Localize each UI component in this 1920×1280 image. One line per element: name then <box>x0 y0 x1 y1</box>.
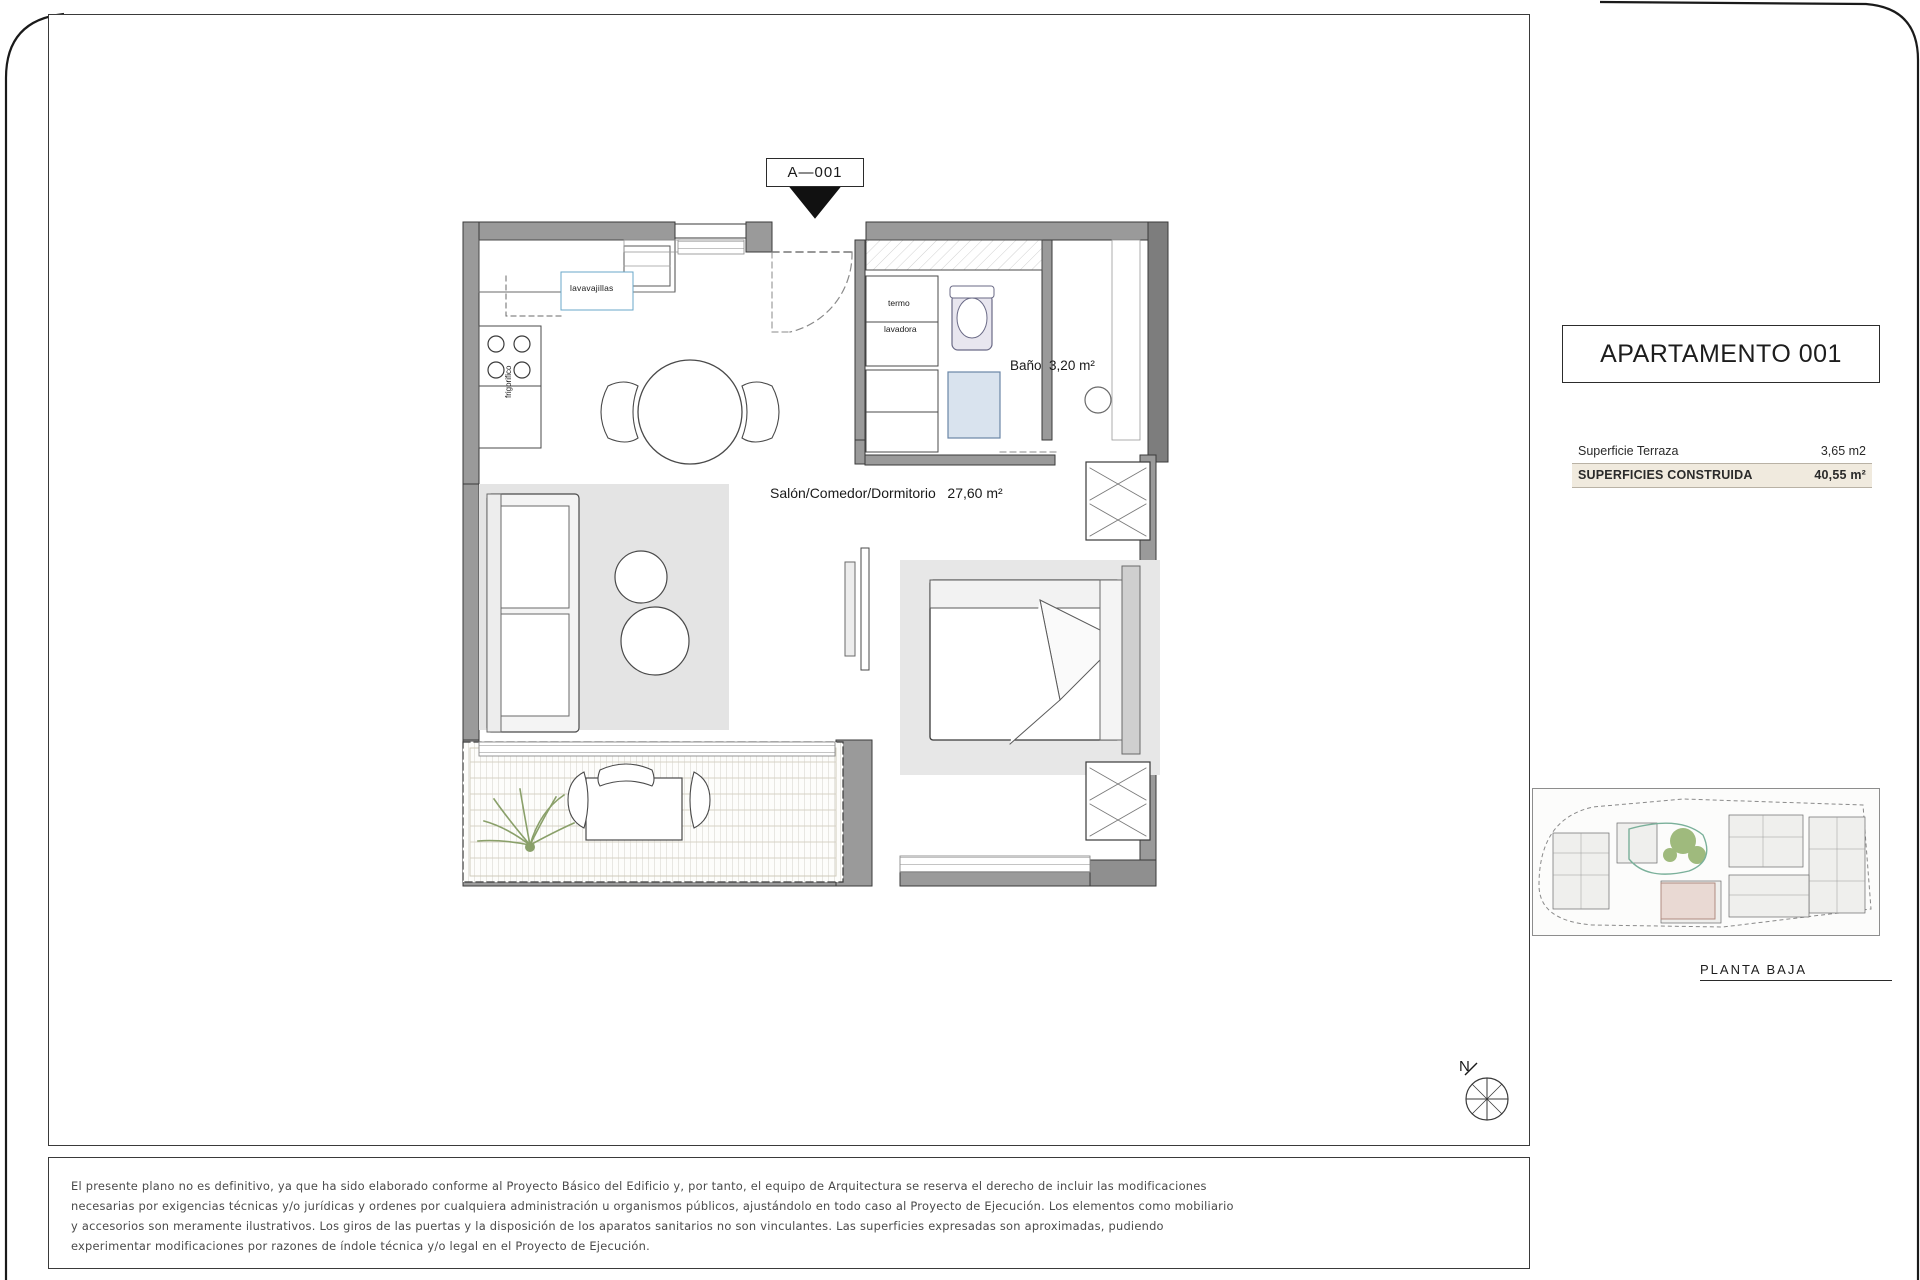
label-dishwasher: lavavajillas <box>570 283 614 293</box>
legal-note-line-3: y accesorios son meramente ilustrativos. Los giros de las puertas y la disposición de los aparatos sanitarios no son vinculantes. Las superficies expresadas son aproximadas, pudiendo <box>71 1219 1164 1233</box>
room-name-bano: Baño <box>1010 358 1042 373</box>
label-water-heater: termo <box>888 298 910 308</box>
room-area-salon: 27,60 m² <box>947 485 1003 501</box>
section-marker-a001 <box>766 158 864 187</box>
legal-note-line-1: El presente plano no es definitivo, ya que ha sido elaborado conforme al Proyecto Básico del Edificio y, por tanto, el equipo de Arquitectura se reserva el derecho de incluir las modificaciones <box>71 1179 1207 1193</box>
page-title: APARTAMENTO 001 <box>1600 339 1842 368</box>
label-fridge: frigorifico <box>504 365 513 398</box>
table-row <box>1572 464 1872 488</box>
keyplan-label: PLANTA BAJA <box>1700 962 1808 977</box>
label-washer: lavadora <box>884 324 917 334</box>
apartment-title-badge <box>1562 325 1880 383</box>
room-area-bano: 3,20 m² <box>1049 358 1095 373</box>
legal-note-box <box>48 1157 1530 1269</box>
surface-label-construida: SUPERFICIES CONSTRUIDA <box>1578 468 1753 482</box>
table-row <box>1572 440 1872 464</box>
surface-table <box>1572 440 1872 488</box>
keyplan-thumbnail <box>1532 788 1880 936</box>
keyplan-underline <box>1700 980 1892 981</box>
room-label-bano <box>1010 358 1095 373</box>
room-label-salon <box>770 485 1003 501</box>
surface-label-terraza: Superficie Terraza <box>1578 444 1679 458</box>
legal-note-line-4: experimentar modificaciones por razones de índole técnica y/o legal en el Proyecto de Ejecución. <box>71 1239 650 1253</box>
svg-text:N: N <box>1459 1058 1470 1075</box>
surface-value-terraza: 3,65 m2 <box>1820 444 1866 458</box>
section-marker-label: A—001 <box>787 164 843 181</box>
surface-value-construida: 40,55 m² <box>1814 468 1866 482</box>
legal-note-line-2: necesarias por exigencias técnicas y/o jurídicas y ordenes por cualquiera administración u organismos públicos, ajustándolo en todo caso al Proyecto de Ejecución. Los elementos como mobiliario <box>71 1199 1234 1213</box>
compass-rose <box>1455 1055 1519 1129</box>
room-name-salon: Salón/Comedor/Dormitorio <box>770 485 936 501</box>
keyplan-drawing <box>1533 789 1879 935</box>
